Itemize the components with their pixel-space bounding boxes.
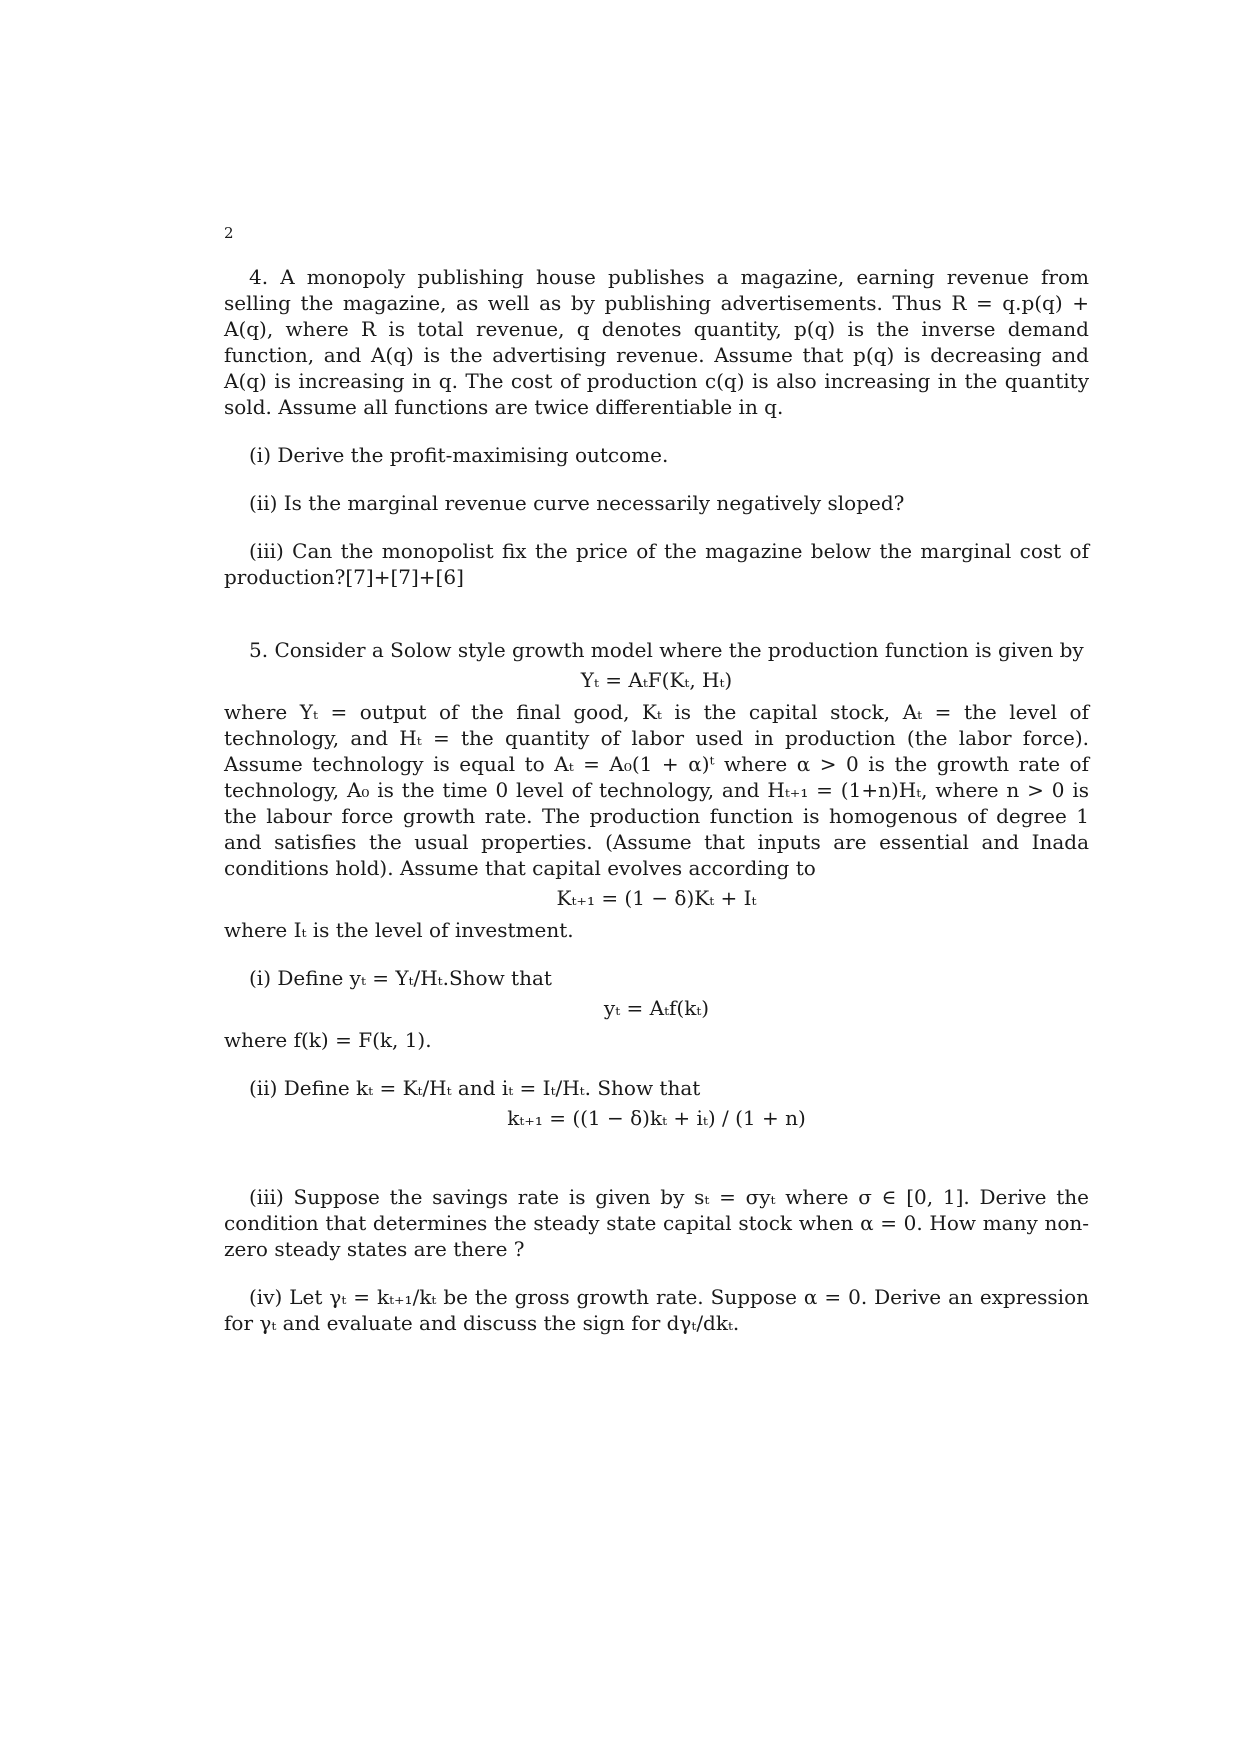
question-4-intro: 4. A monopoly publishing house publishes a magazine, earning revenue from selling the magazine, as well as by publishing advertisements. Thus R = q.p(q) + A(q), where R is total revenue, q denotes quantity, p(q) is the inverse demand function, and A(q) is the advertising revenue. Assume that p(q) is decreasing and A(q) is increasing in q. The cost of production c(q) is also increasing in the quantity sold. Assume all functions are twice differentiable in q. <box>224 265 1089 419</box>
production-function-equation: Yₜ = AₜF(Kₜ, Hₜ) <box>580 668 733 692</box>
page-number: 2 <box>224 224 234 242</box>
question-5-description: where Yₜ = output of the final good, Kₜ is the capital stock, Aₜ = the level of technology, and Hₜ = the quantity of labor used in production (the labor force). Assume technology is equal to Aₜ = A₀(1 + α)ᵗ where α > 0 is the growth rate of technology, A₀ is the time 0 level of technology, and Hₜ₊₁ = (1+n)Hₜ, where n > 0 is the labour force growth rate. The production function is homogenous of degree 1 and satisfies the usual properties. (Assume that inputs are essential and Inada conditions hold). Assume that capital evolves according to <box>224 700 1089 880</box>
part-i-equation: yₜ = Aₜf(kₜ) <box>603 996 710 1020</box>
question-4-part-ii: (ii) Is the marginal revenue curve necessarily negatively sloped? <box>249 491 905 515</box>
question-4-part-i: (i) Derive the profit-maximising outcome. <box>249 443 669 467</box>
question-5-part-i: (i) Define yₜ = Yₜ/Hₜ.Show that <box>249 966 552 990</box>
part-ii-equation: kₜ₊₁ = ((1 − δ)kₜ + iₜ) / (1 + n) <box>507 1106 806 1130</box>
question-5-intro: 5. Consider a Solow style growth model where the production function is given by <box>249 638 1084 662</box>
investment-note: where Iₜ is the level of investment. <box>224 918 574 942</box>
part-i-note: where f(k) = F(k, 1). <box>224 1028 432 1052</box>
question-4-part-iii: (iii) Can the monopolist fix the price of the magazine below the marginal cost of production?[7]+[7]+[6] <box>224 539 1089 589</box>
question-5-part-iii: (iii) Suppose the savings rate is given by sₜ = σyₜ where σ ∈ [0, 1]. Derive the condition that determines the steady state capital stock when α = 0. How many non-zero steady states are there ? <box>224 1185 1089 1261</box>
question-5-part-iv: (iv) Let γₜ = kₜ₊₁/kₜ be the gross growth rate. Suppose α = 0. Derive an expression for γₜ and evaluate and discuss the sign for dγₜ/dkₜ. <box>224 1285 1089 1335</box>
question-5-part-ii: (ii) Define kₜ = Kₜ/Hₜ and iₜ = Iₜ/Hₜ. Show that <box>249 1076 701 1100</box>
capital-evolution-equation: Kₜ₊₁ = (1 − δ)Kₜ + Iₜ <box>556 886 757 910</box>
page-content <box>224 264 1089 1336</box>
